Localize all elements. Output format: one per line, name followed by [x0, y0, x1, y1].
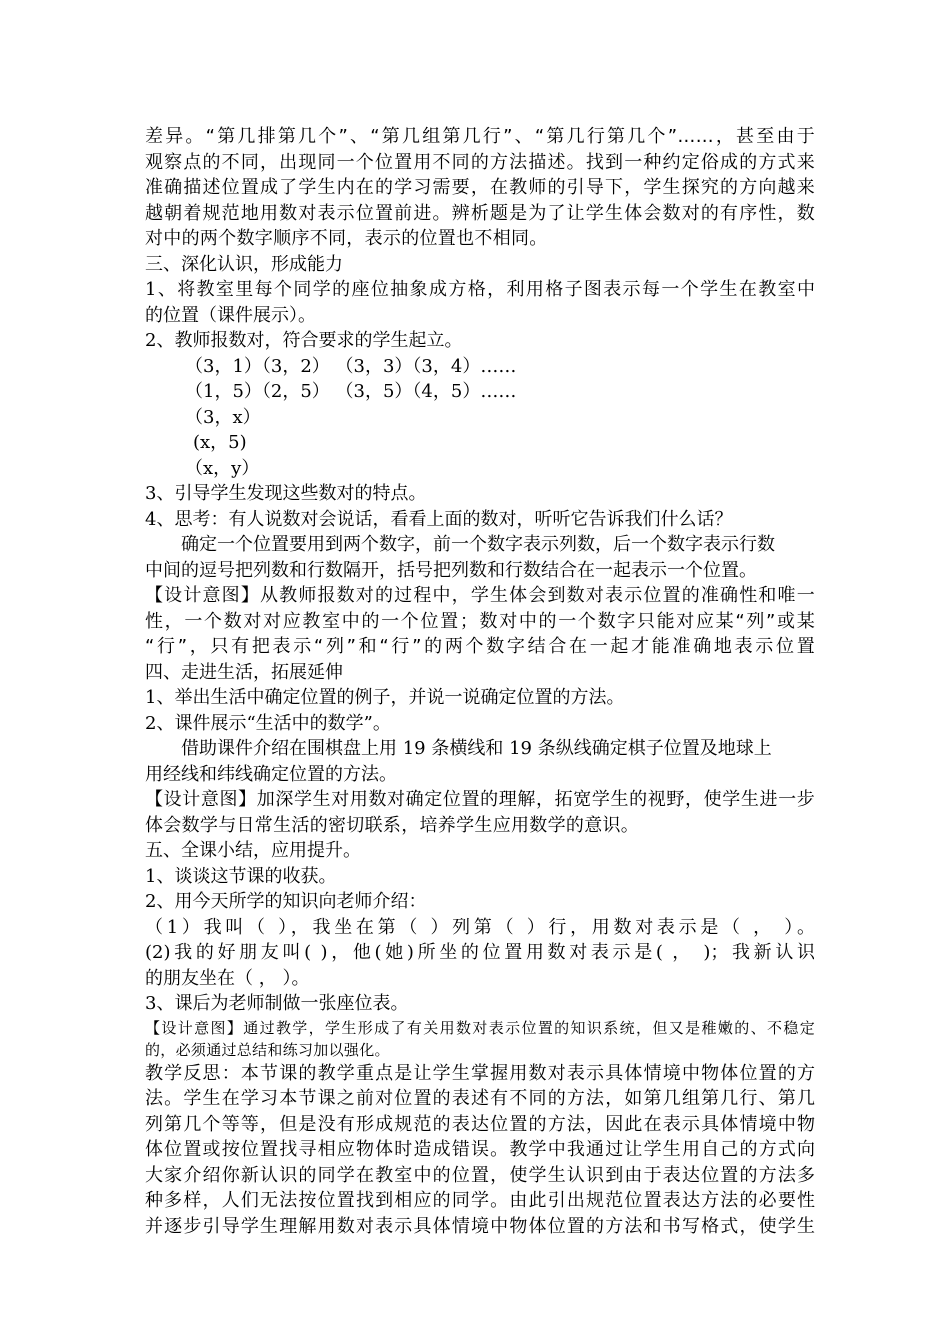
reflection-line: 大家介绍你新认识的同学在教室中的位置，使学生认识到由于表达位置的方法多	[145, 1164, 815, 1186]
text-line: 借助课件介绍在围棋盘上用 19 条横线和 19 条纵线确定棋子位置及地球上	[181, 738, 772, 759]
design-intent-line: 的，必须通过总结和练习加以强化。	[145, 1040, 390, 1059]
number-pair-line: （3，x）	[185, 406, 261, 428]
number-pair-line: (x，5)	[193, 432, 247, 453]
text-line: 4、思考：有人说数对会说话，看看上面的数对，听听它告诉我们什么话？	[145, 508, 733, 530]
text-line: 中间的逗号把列数和行数隔开，括号把列数和行数结合在一起表示一个位置。	[145, 559, 757, 581]
text-line: 3、课后为老师制做一张座位表。	[145, 993, 409, 1014]
design-intent-line: 体会数学与日常生活的密切联系，培养学生应用数学的意识。	[145, 814, 640, 836]
text-line: 越朝着规范地用数对表示位置前进。辨析题是为了让学生体会数对的有序性，数	[145, 202, 815, 224]
text-line: 的位置（课件展示）。	[145, 304, 316, 326]
text-line: 确定一个位置要用到两个数字，前一个数字表示列数，后一个数字表示行数	[181, 534, 775, 555]
section-heading: 四、走进生活，拓展延伸	[145, 661, 343, 683]
design-intent-line: 【设计意图】从教师报数对的过程中，学生体会到数对表示位置的准确性和唯一	[145, 585, 815, 606]
text-line: 准确描述位置成了学生内在的学习需要，在教师的引导下，学生探究的方向越来	[145, 177, 815, 198]
reflection-line: 体位置或按位置找寻相应物体时造成错误。教学中我通过让学生用自己的方式向	[145, 1139, 815, 1160]
design-intent-line: 性，一个数对对应教室中的一个位置；数对中的一个数字只能对应某“列”或某	[145, 610, 815, 632]
number-pair-line: （3，1）（3，2） （3，3）（3，4）……	[185, 355, 517, 377]
reflection-line: 种多样，人们无法按位置找到相应的同学。由此引出规范位置表达方法的必要性	[145, 1190, 815, 1211]
text-line: 1、举出生活中确定位置的例子，并说一说确定位置的方法。	[145, 687, 625, 708]
design-intent-line: “行”，只有把表示“列”和“行”的两个数字结合在一起才能准确地表示位置	[145, 636, 815, 657]
text-line: 用经线和纬线确定位置的方法。	[145, 763, 397, 785]
text-line: 1、谈谈这节课的收获。	[145, 865, 337, 887]
reflection-line: 并逐步引导学生理解用数对表示具体情境中物体位置的方法和书写格式，使学生	[145, 1215, 815, 1237]
fill-in-line: (2)我的好朋友叫( )，他(她)所坐的位置用数对表示是( ， )；我新认识	[145, 942, 815, 963]
design-intent-line: 【设计意图】加深学生对用数对确定位置的理解，拓宽学生的视野，使学生进一步	[145, 789, 815, 810]
text-line: 对中的两个数字顺序不同，表示的位置也不相同。	[145, 228, 548, 249]
section-heading: 三、深化认识，形成能力	[145, 253, 343, 275]
number-pair-line: （x，y）	[185, 457, 260, 479]
text-line: 2、课件展示“生活中的数学”。	[145, 712, 391, 734]
design-intent-line: 【设计意图】通过教学，学生形成了有关用数对表示位置的知识系统，但又是稚嫩的、不稳定	[145, 1018, 815, 1037]
section-heading: 五、全课小结，应用提升。	[145, 840, 361, 861]
text-line: 2、用今天所学的知识向老师介绍：	[145, 891, 427, 912]
reflection-line: 教学反思：本节课的教学重点是让学生掌握用数对表示具体情境中物体位置的方	[145, 1062, 815, 1084]
text-line: 观察点的不同，出现同一个位置用不同的方法描述。找到一种约定俗成的方式来	[145, 151, 815, 173]
fill-in-line: 的朋友坐在（ ， ）。	[145, 967, 310, 989]
number-pair-line: （1，5）（2，5） （3，5）（4，5）……	[185, 381, 517, 402]
text-line: 3、引导学生发现这些数对的特点。	[145, 483, 427, 504]
text-line: 差异。“第几排第几个”、“第几组第几行”、“第几行第几个”……，甚至由于	[145, 126, 815, 147]
text-line: 1、将教室里每个同学的座位抽象成方格，利用格子图表示每一个学生在教室中	[145, 279, 815, 300]
reflection-line: 法。学生在学习本节课之前对位置的表述有不同的方法，如第几组第几行、第几	[145, 1088, 815, 1109]
fill-in-line: （1）我叫（ ），我坐在第（ ）列第（ ）行，用数对表示是（ ， ）。	[145, 916, 815, 938]
text-line: 2、教师报数对，符合要求的学生起立。	[145, 330, 463, 351]
reflection-line: 列第几个等等，但是没有形成规范的表达位置的方法，因此在表示具体情境中物	[145, 1113, 815, 1135]
document-page	[145, 124, 815, 1239]
